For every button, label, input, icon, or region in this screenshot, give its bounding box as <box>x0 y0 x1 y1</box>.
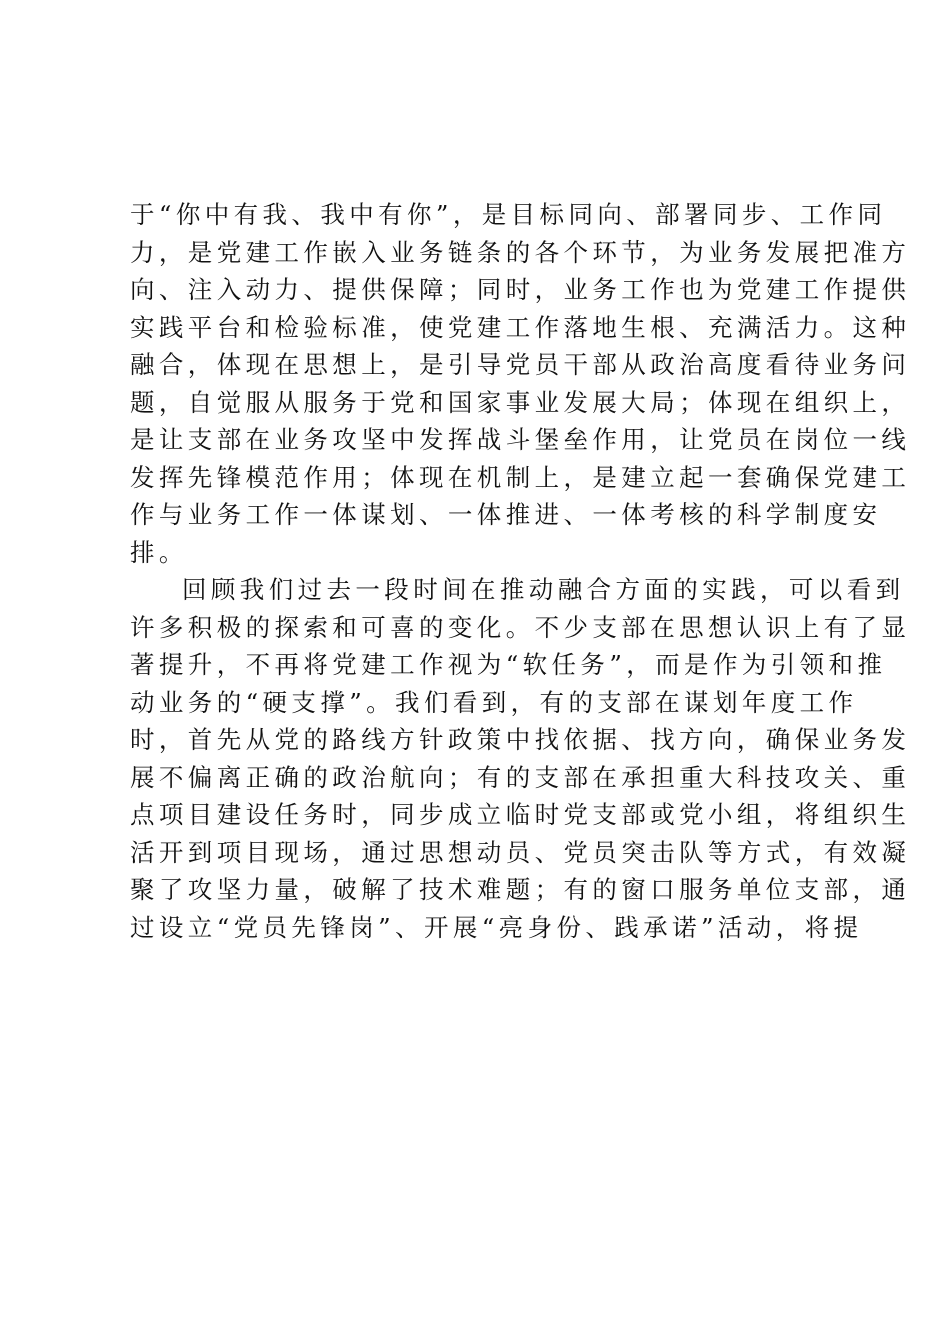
text-line: 向、注入动力、提供保障；同时，业务工作也为党建工作提供 <box>130 275 911 304</box>
text-line: 动业务的“硬支撑”。我们看到，有的支部在谋划年度工作 <box>130 687 858 717</box>
text-line: 展不偏离正确的政治航向；有的支部在承担重大科技攻关、重 <box>130 762 911 792</box>
text-line: 实践平台和检验标准，使党建工作落地生根、充满活力。这种 <box>130 312 911 342</box>
paragraph-1 <box>130 196 911 571</box>
document-body <box>130 196 911 946</box>
text-line: 聚了攻坚力量，破解了技术难题；有的窗口服务单位支部，通 <box>130 875 911 904</box>
text-line: 时，首先从党的路线方针政策中找依据、找方向，确保业务发 <box>130 725 911 754</box>
text-line: 是让支部在业务攻坚中发挥战斗堡垒作用，让党员在岗位一线 <box>130 425 911 454</box>
text-line: 融合，体现在思想上，是引导党员干部从政治高度看待业务问 <box>130 350 911 379</box>
text-line: 点项目建设任务时，同步成立临时党支部或党小组，将组织生 <box>130 800 911 829</box>
text-line: 活开到项目现场，通过思想动员、党员突击队等方式，有效凝 <box>130 837 911 867</box>
text-line: 排。 <box>130 537 188 567</box>
paragraph-2 <box>130 571 911 946</box>
text-line: 于“你中有我、我中有你”，是目标同向、部署同步、工作同 <box>130 200 887 229</box>
text-line: 过设立“党员先锋岗”、开展“亮身份、践承诺”活动，将提 <box>130 912 863 942</box>
text-line: 发挥先锋模范作用；体现在机制上，是建立起一套确保党建工 <box>130 462 911 492</box>
text-line-first-indented: 回顾我们过去一段时间在推动融合方面的实践，可以看到 <box>182 575 905 604</box>
text-line: 著提升，不再将党建工作视为“软任务”，而是作为引领和推 <box>130 650 887 679</box>
text-line: 作与业务工作一体谋划、一体推进、一体考核的科学制度安 <box>130 500 882 529</box>
text-line: 力，是党建工作嵌入业务链条的各个环节，为业务发展把准方 <box>130 237 911 267</box>
text-line: 许多积极的探索和可喜的变化。不少支部在思想认识上有了显 <box>130 612 911 642</box>
text-line: 题，自觉服从服务于党和国家事业发展大局；体现在组织上， <box>130 387 911 417</box>
